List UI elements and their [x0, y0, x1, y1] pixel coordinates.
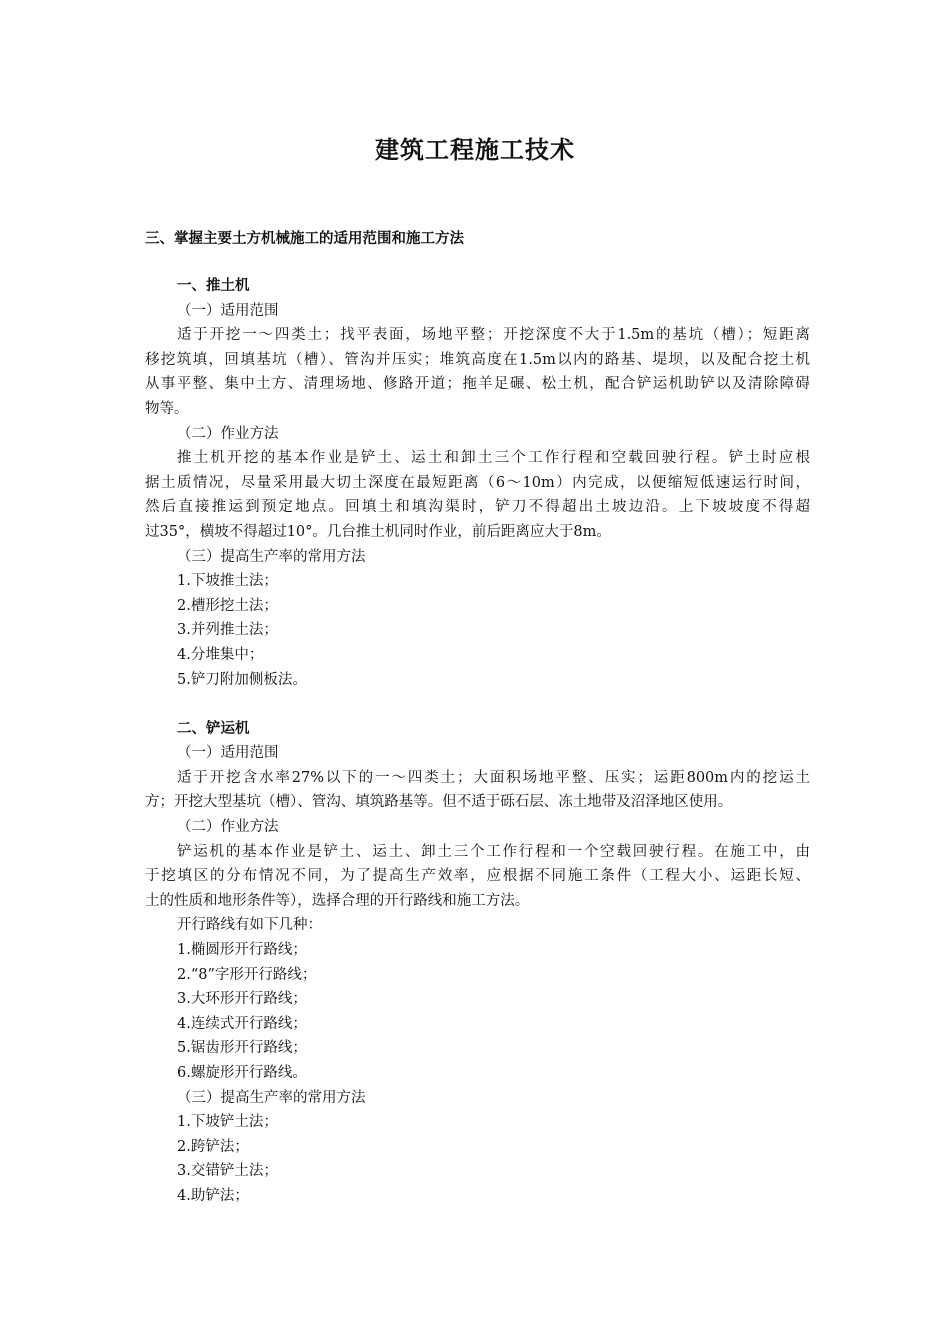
scraper-method-line: 于挖填区的分布情况不同，为了提高生产效率，应根据不同施工条件（工程大小、运距长短、 [145, 868, 810, 885]
scraper-heading: 二、铲运机 [177, 720, 250, 737]
bulldozer-productivity-item: 1.下坡推土法； [177, 573, 278, 590]
scraper-scope-line: 适于开挖含水率27%以下的一～四类土；大面积场地平整、压实；运距800m内的挖运土 [177, 769, 810, 786]
document-title: 建筑工程施工技术 [375, 136, 575, 164]
scraper-productivity-item: 4.助铲法； [177, 1187, 249, 1204]
section-heading: 三、掌握主要土方机械施工的适用范围和施工方法 [145, 231, 464, 247]
scraper-route-item: 6.螺旋形开行路线。 [177, 1065, 307, 1081]
scraper-routes-intro: 开行路线有如下几种： [177, 917, 322, 934]
scraper-route-item: 3.大环形开行路线； [177, 991, 307, 1008]
scraper-route-item: 1.椭圆形开行路线； [177, 942, 307, 959]
scraper-scope-heading: （一）适用范围 [177, 745, 279, 762]
scraper-productivity-item: 2.跨铲法； [177, 1138, 249, 1155]
bulldozer-heading: 一、推土机 [177, 278, 250, 294]
bulldozer-scope-heading: （一）适用范围 [177, 302, 279, 319]
section-spacer [145, 692, 810, 717]
scraper-route-item: 5.锯齿形开行路线； [177, 1040, 307, 1057]
bulldozer-productivity-item: 5.铲刀附加侧板法。 [177, 671, 307, 688]
scraper-route-item: 2.“8”字形开行路线； [177, 966, 317, 983]
scraper-route-item: 4.连续式开行路线； [177, 1015, 307, 1032]
scraper-method-line: 铲运机的基本作业是铲土、运土、卸土三个工作行程和一个空载回驶行程。在施工中，由 [177, 843, 810, 860]
bulldozer-scope-line: 物等。 [145, 400, 189, 417]
scraper-method-heading: （二）作业方法 [177, 819, 279, 836]
scraper-productivity-item: 3.交错铲土法； [177, 1163, 278, 1180]
bulldozer-method-line: 推土机开挖的基本作业是铲土、运土和卸土三个工作行程和空载回驶行程。铲土时应根 [177, 450, 810, 467]
document-body [145, 274, 810, 1209]
scraper-method-line: 土的性质和地形条件等），选择合理的开行路线和施工方法。 [145, 892, 530, 909]
bulldozer-productivity-heading: （三）提高生产率的常用方法 [177, 548, 366, 565]
scraper-productivity-heading: （三）提高生产率的常用方法 [177, 1089, 366, 1106]
bulldozer-productivity-item: 4.分堆集中； [177, 646, 264, 663]
bulldozer-productivity-item: 2.槽形挖土法； [177, 597, 278, 614]
bulldozer-method-line: 过35°，横坡不得超过10°。几台推土机同时作业，前后距离应大于8m。 [145, 523, 611, 540]
bulldozer-scope-line: 移挖筑填，回填基坑（槽）、管沟并压实；堆筑高度在1.5m以内的路基、堤坝，以及配合挖土机 [145, 351, 810, 368]
bulldozer-method-heading: （二）作业方法 [177, 425, 279, 442]
scraper-scope-line: 方；开挖大型基坑（槽）、管沟、填筑路基等。但不适于砾石层、冻土地带及沼泽地区使用。 [145, 794, 733, 811]
bulldozer-scope-line: 适于开挖一～四类土；找平表面，场地平整；开挖深度不大于1.5m的基坑（槽）；短距离 [177, 327, 810, 344]
bulldozer-productivity-item: 3.并列推土法； [177, 622, 278, 639]
bulldozer-scope-line: 从事平整、集中土方、清理场地、修路开道；拖羊足碾、松土机，配合铲运机助铲以及清除障碍 [145, 376, 810, 393]
bulldozer-method-line: 据土质情况，尽量采用最大切土深度在最短距离（6～10m）内完成，以便缩短低速运行时间， [145, 474, 810, 491]
scraper-productivity-item: 1.下坡铲土法； [177, 1114, 278, 1131]
bulldozer-method-line: 然后直接推运到预定地点。回填土和填沟渠时，铲刀不得超出土坡边沿。上下坡坡度不得超 [145, 499, 810, 516]
